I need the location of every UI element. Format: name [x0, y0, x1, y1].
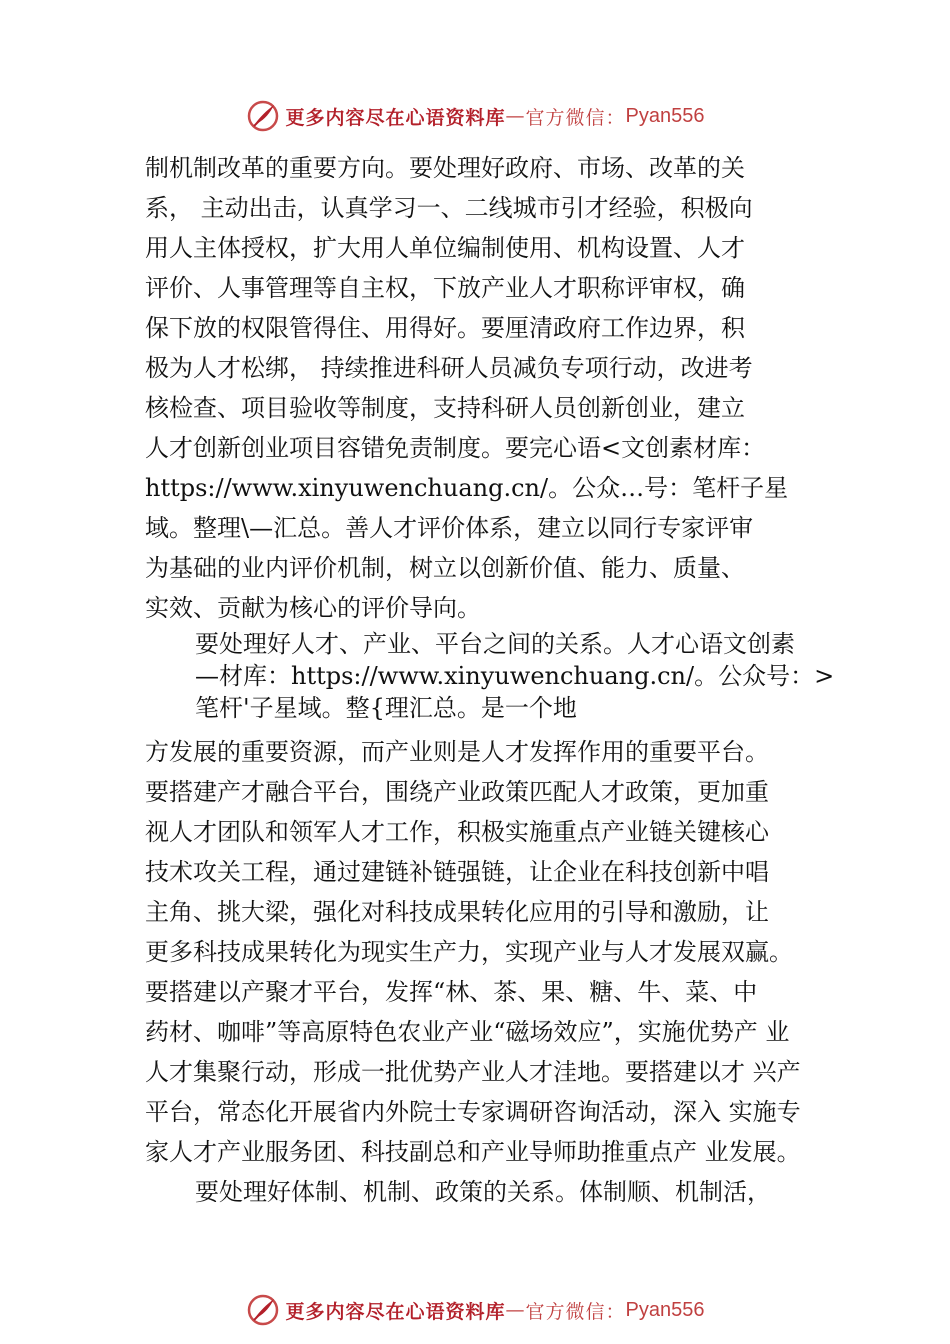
footer-brand: 更多内容尽在心语资料库 — [285, 1300, 506, 1323]
text-line: 域。整理\—汇总。善人才评价体系，建立以同行专家评审 — [145, 514, 754, 542]
quote-block — [145, 628, 845, 724]
paragraph-1 — [145, 148, 845, 628]
text-line: 要搭建以产聚才平台，发挥“林、茶、果、糖、牛、菜、中 — [145, 978, 758, 1006]
text-line: 人才集聚行动，形成一批优势产业人才洼地。要搭建以才 兴产 — [145, 1058, 801, 1086]
text-line: 要搭建产才融合平台，围绕产业政策匹配人才政策，更加重 — [145, 778, 769, 806]
quote-line: —材库：https://www.xinyuwenchuang.cn/。公众号：> — [195, 662, 835, 690]
header-wechat-label: 官方微信： — [525, 106, 626, 129]
text-line: 实效、贡献为核心的评价导向。 — [145, 594, 481, 622]
quill-logo-icon — [246, 99, 280, 133]
header-wechat-id: Pyan556 — [625, 104, 705, 127]
footer-wechat-id: Pyan556 — [625, 1298, 705, 1321]
text-line: 极为人才松绑， 持续推进科研人员减负专项行动，改进考 — [145, 354, 753, 382]
text-line: 人才创新创业项目容错免责制度。要完心语<文创素材库： — [145, 434, 766, 462]
header-dash: — — [505, 105, 526, 127]
text-line: 评价、人事管理等自主权，下放产业人才职称评审权，确 — [145, 274, 745, 302]
text-line: 系， 主动出击，认真学习一、二线城市引才经验，积极向 — [145, 194, 753, 222]
text-line: 药材、咖啡”等高原特色农业产业“磁场效应”，实施优势产 业 — [145, 1018, 790, 1046]
text-line: 为基础的业内评价机制，树立以创新价值、能力、质量、 — [145, 554, 745, 582]
text-line: https://www.xinyuwenchuang.cn/。公众…号：笔杆子星 — [145, 474, 789, 502]
paragraph-3 — [145, 1172, 845, 1212]
text-line: 制机制改革的重要方向。要处理好政府、市场、改革的关 — [145, 154, 745, 182]
text-line: 技术攻关工程，通过建链补链强链，让企业在科技创新中唱 — [145, 858, 769, 886]
quote-line: 笔杆'子星域。整{理汇总。是一个地 — [195, 694, 577, 722]
quill-logo-icon — [246, 1293, 280, 1327]
text-line: 家人才产业服务团、科技副总和产业导师助推重点产 业发展。 — [145, 1138, 801, 1166]
paragraph-2 — [145, 732, 845, 1172]
text-line: 平台，常态化开展省内外院士专家调研咨询活动，深入 实施专 — [145, 1098, 801, 1126]
text-line: 主角、挑大梁，强化对科技成果转化应用的引导和激励，让 — [145, 898, 769, 926]
document-body — [145, 148, 845, 1212]
text-line: 视人才团队和领军人才工作，积极实施重点产业链关键核心 — [145, 818, 769, 846]
header-banner — [0, 96, 950, 136]
footer-dash: — — [505, 1299, 526, 1321]
text-line: 用人主体授权，扩大用人单位编制使用、机构设置、人才 — [145, 234, 745, 262]
text-line: 保下放的权限管得住、用得好。要厘清政府工作边界，积 — [145, 314, 745, 342]
text-line: 方发展的重要资源，而产业则是人才发挥作用的重要平台。 — [145, 738, 769, 766]
header-brand: 更多内容尽在心语资料库 — [285, 106, 506, 129]
text-line: 更多科技成果转化为现实生产力，实现产业与人才发展双赢。 — [145, 938, 793, 966]
text-line: 核检查、项目验收等制度，支持科研人员创新创业，建立 — [145, 394, 745, 422]
quote-line: 要处理好人才、产业、平台之间的关系。人才心语文创素 — [195, 630, 795, 658]
text-line: 要处理好体制、机制、政策的关系。体制顺、机制活， — [195, 1178, 771, 1206]
footer-banner — [0, 1290, 950, 1330]
footer-wechat-label: 官方微信： — [525, 1300, 626, 1323]
